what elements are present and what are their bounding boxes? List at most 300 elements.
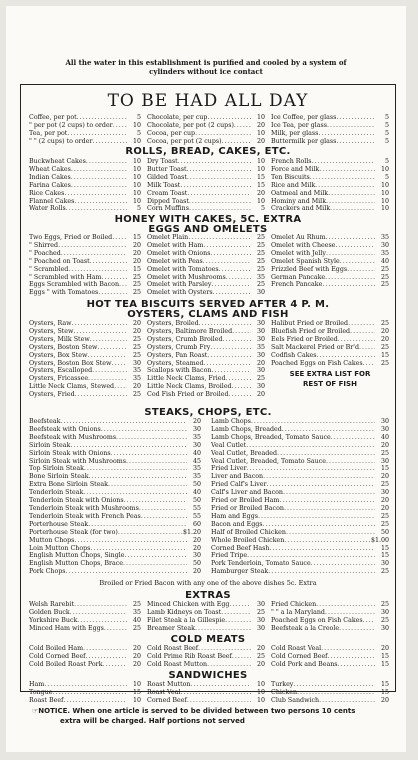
menu-item <box>29 505 201 513</box>
menu-item <box>271 198 389 206</box>
menu-item <box>29 234 141 242</box>
menu-item-price: 20 <box>380 696 389 704</box>
menu-item-name: Oysters, Broiled <box>147 320 199 327</box>
menu-item-price: 25 <box>132 391 141 399</box>
menu-item <box>29 360 141 368</box>
menu-item-price: 25 <box>256 241 265 249</box>
dot-leader <box>88 375 127 383</box>
menu-item <box>29 122 141 130</box>
menu-item-name: Half of Broiled Chicken <box>211 528 286 536</box>
menu-item-price: 25 <box>256 608 265 616</box>
menu-item-name: Chocolate, per pot (2 cups) <box>147 121 234 129</box>
menu-item-price: 20 <box>380 335 389 343</box>
menu-item <box>29 198 141 206</box>
menu-item-name: Omelet with Oysters <box>147 289 213 297</box>
dot-leader <box>70 609 127 617</box>
menu-item <box>271 661 389 669</box>
menu-item-price: 30 <box>380 608 389 616</box>
section-heading-rolls: ROLLS, BREAD, CAKES, ETC. <box>125 146 291 157</box>
menu-item <box>29 320 141 328</box>
dot-leader <box>84 465 187 473</box>
menu-item-name: Tenderloin Steak with French Peas <box>29 512 141 520</box>
menu-item-name: Roast Beef <box>29 696 64 704</box>
menu-item-price: 10 <box>256 696 265 704</box>
sandwiches-col-3 <box>271 681 389 705</box>
dot-leader <box>328 190 375 198</box>
menu-item-price: 5 <box>384 137 389 145</box>
menu-item-price: 5 <box>384 158 389 165</box>
menu-item-name: Porterhouse Steak (for two) <box>29 528 118 536</box>
menu-item-price: 20 <box>192 568 201 576</box>
menu-item <box>211 505 389 513</box>
menu-item-name: Cod Fish Fried or Broiled <box>147 391 229 399</box>
menu-item <box>147 242 265 250</box>
oysters-col-2 <box>147 320 265 399</box>
menu-item-name: " Scrambled <box>29 265 69 273</box>
menu-item-name: Cold Corned Beef <box>29 652 86 660</box>
dot-leader <box>326 198 375 206</box>
menu-item-price: 25 <box>380 343 389 351</box>
dot-leader <box>90 545 187 553</box>
menu-item-price: 25 <box>380 281 389 289</box>
dot-leader <box>319 166 375 174</box>
menu-item-name: Porterhouse Steak <box>29 520 89 528</box>
menu-item-price: 15 <box>380 552 389 560</box>
dot-leader <box>263 473 375 481</box>
menu-item-price: 20 <box>256 660 265 668</box>
menu-item-name: Calf's Liver and Bacon <box>211 489 283 497</box>
rolls-col-1 <box>29 158 141 213</box>
menu-item-price: 30 <box>256 351 265 359</box>
dot-leader <box>363 617 375 625</box>
menu-item-name: Veal Cutlet <box>211 441 247 449</box>
menu-item <box>29 352 141 360</box>
dot-leader <box>52 689 127 697</box>
menu-item-name: Bacon and Eggs <box>211 520 263 528</box>
dot-leader <box>189 205 251 213</box>
dot-leader <box>189 198 251 206</box>
dot-leader <box>232 653 251 661</box>
dot-leader <box>226 274 251 282</box>
menu-item <box>29 617 141 625</box>
menu-item-price: 20 <box>132 645 141 652</box>
menu-item-name: Corn Muffins <box>147 205 189 213</box>
menu-item-name: Sirloin Steak with Mushrooms <box>29 457 126 465</box>
menu-item-price: 30 <box>192 441 201 449</box>
dot-leader <box>44 681 127 689</box>
dot-leader <box>321 645 375 653</box>
cold-col-2 <box>147 645 265 669</box>
menu-item <box>271 609 389 617</box>
menu-item-price: 10 <box>132 158 141 165</box>
menu-item <box>211 473 389 481</box>
menu-item-name: Water Rolls <box>29 205 66 213</box>
menu-item-name: Beefsteak a la Creole <box>271 624 340 632</box>
menu-item <box>29 601 141 609</box>
menu-item-price: 10 <box>256 114 265 121</box>
menu-item-name: Sirloin Steak with Onions <box>29 449 111 457</box>
menu-item-price: 10 <box>256 158 265 165</box>
dot-leader <box>190 681 251 689</box>
menu-item-price: 35 <box>132 608 141 616</box>
menu-item-price: 5 <box>260 205 265 213</box>
menu-item-price: 50 <box>192 497 201 505</box>
menu-item-name: Wheat Cakes <box>29 165 71 173</box>
menu-item-name: Lamb Chops, Breaded <box>211 425 282 433</box>
menu-item <box>211 560 389 568</box>
menu-item <box>147 375 265 383</box>
menu-item <box>147 274 265 282</box>
menu-item <box>147 198 265 206</box>
menu-item-price: 35 <box>192 465 201 473</box>
menu-item-name: Frizzled Beef with Eggs <box>271 265 348 273</box>
menu-item-name: Oysters, Box Stew <box>29 351 88 359</box>
dot-leader <box>187 697 251 705</box>
menu-item-name: Veal Cutlet, Breaded <box>211 449 278 457</box>
menu-item-price: 10 <box>132 165 141 173</box>
menu-item-price: 25 <box>380 601 389 608</box>
menu-item <box>29 697 141 705</box>
menu-item-name: Fried Chicken <box>271 601 317 608</box>
menu-item-price: 20 <box>132 320 141 327</box>
section-heading-steaks: STEAKS, CHOPS, ETC. <box>144 407 272 418</box>
menu-item-price: 25 <box>380 320 389 327</box>
dot-leader <box>187 166 252 174</box>
menu-item <box>271 645 389 653</box>
menu-item-name: Top Sirloin Steak <box>29 465 84 473</box>
menu-item <box>271 617 389 625</box>
menu-item-price: 30 <box>256 320 265 327</box>
dot-leader <box>98 289 127 297</box>
menu-item-price: 25 <box>132 601 141 608</box>
menu-item-price: 10 <box>380 189 389 197</box>
dot-leader <box>207 114 251 122</box>
menu-item-name: English Mutton Chops, Single <box>29 552 125 560</box>
menu-item-price: 40 <box>192 489 201 497</box>
menu-item-price: 10 <box>380 181 389 189</box>
dot-leader <box>283 489 375 497</box>
dot-leader <box>74 198 127 206</box>
menu-item-name: Oysters, Raw <box>29 320 72 327</box>
menu-item-name: Club Sandwich <box>271 696 320 704</box>
menu-item <box>147 205 265 213</box>
dot-leader <box>327 122 375 130</box>
menu-item <box>147 661 265 669</box>
menu-item-name: Oysters, Boston Stew <box>29 343 98 351</box>
menu-item <box>29 182 141 190</box>
menu-item-name: Beefsteak with Onions <box>29 425 101 433</box>
dot-leader <box>111 360 127 368</box>
menu-item-price: 30 <box>192 552 201 560</box>
menu-item-price: 10 <box>256 197 265 205</box>
oysters-col-1 <box>29 320 141 399</box>
menu-item <box>271 336 389 344</box>
dot-leader <box>77 114 127 122</box>
menu-item <box>211 418 389 426</box>
menu-item-name: Oatmeal and Milk <box>271 189 329 197</box>
menu-item-price: 25 <box>256 265 265 273</box>
menu-item <box>271 328 389 336</box>
menu-item-name: Cream Toast <box>147 189 188 197</box>
dot-leader <box>141 513 187 521</box>
menu-item <box>29 458 201 466</box>
section-heading-biscuits: HOT TEA BISCUITS SERVED AFTER 4 P. M. <box>86 299 330 310</box>
menu-item-price: 25 <box>256 281 265 289</box>
menu-item-name: Two Eggs, Fried or Boiled <box>29 234 113 241</box>
menu-item <box>147 250 265 258</box>
menu-item-name: Extra Bone Sirloin Steak <box>29 481 109 489</box>
menu-item-price: 20 <box>132 249 141 257</box>
menu-item-price: 10 <box>132 173 141 181</box>
menu-item-price: 25 <box>256 375 265 383</box>
dot-leader <box>211 367 251 375</box>
menu-item <box>147 344 265 352</box>
menu-item <box>211 458 389 466</box>
dot-leader <box>325 274 375 282</box>
menu-item <box>147 122 265 130</box>
menu-item-price: 30 <box>256 335 265 343</box>
menu-item <box>271 689 389 697</box>
menu-item-price: 10 <box>132 197 141 205</box>
menu-item-name: Veal Cutlet, Breaded, Tomato Sauce <box>211 457 326 465</box>
menu-item-name: Dry Toast <box>147 158 178 165</box>
menu-item-price: 20 <box>380 473 389 481</box>
dot-leader <box>267 481 375 489</box>
dot-leader <box>347 266 375 274</box>
dot-leader <box>74 601 127 609</box>
menu-item-price: 15 <box>380 652 389 660</box>
menu-item <box>271 266 389 274</box>
menu-item <box>271 360 389 368</box>
menu-item-price: 20 <box>192 418 201 425</box>
menu-item-price: 25 <box>256 652 265 660</box>
menu-item <box>29 274 141 282</box>
menu-item-name: Welsh Rarebit <box>29 601 74 608</box>
menu-item-name: Eels Fried or Broiled <box>271 335 338 343</box>
eggs-col-1 <box>29 234 141 297</box>
menu-item-name: Minced Chicken with Egg <box>147 601 230 608</box>
dot-leader <box>207 661 251 669</box>
menu-item-price: 30 <box>256 624 265 632</box>
menu-item-price: 40 <box>380 257 389 265</box>
dot-leader <box>102 274 128 282</box>
menu-item-name: Scallops with Bacon <box>147 367 212 375</box>
dot-leader <box>331 434 375 442</box>
menu-item <box>29 383 141 391</box>
menu-item <box>147 289 265 297</box>
dot-leader <box>63 697 127 705</box>
menu-item <box>29 114 141 122</box>
dot-leader <box>359 344 375 352</box>
dot-leader <box>247 465 375 473</box>
rolls-col-3 <box>271 158 389 213</box>
menu-item-name: Omelet Plain <box>147 234 189 241</box>
menu-item-price: 5 <box>136 205 141 213</box>
dot-leader <box>213 289 251 297</box>
steaks-col-2 <box>211 418 389 576</box>
dot-leader <box>66 568 187 576</box>
menu-item-price: 5 <box>384 129 389 137</box>
dot-leader <box>203 242 251 250</box>
menu-item-price: 20 <box>256 121 265 129</box>
menu-item <box>147 174 265 182</box>
menu-item <box>29 545 201 553</box>
menu-item-name: Beefsteak with Mushrooms <box>29 433 117 441</box>
menu-item <box>29 537 201 545</box>
extra-fish-note-line: REST OF FISH <box>303 380 357 388</box>
section-heading-cold: COLD MEATS <box>170 634 246 645</box>
menu-item-price: 5 <box>384 114 389 121</box>
menu-item-name: Corned Beef Hash <box>211 544 270 552</box>
menu-item <box>29 521 201 529</box>
menu-item <box>147 352 265 360</box>
dot-leader <box>139 505 187 513</box>
menu-item <box>211 537 389 545</box>
menu-item <box>271 352 389 360</box>
menu-item-name: Little Neck Clams, Stewed <box>29 383 115 391</box>
menu-item-price: 20 <box>256 391 265 399</box>
menu-item-price: 20 <box>132 652 141 660</box>
menu-item-name: Milk Toast <box>147 181 181 189</box>
menu-item-name: Bone Sirloin Steak <box>29 473 89 481</box>
menu-item-price: 35 <box>192 473 201 481</box>
menu-item-price: 25 <box>132 624 141 632</box>
menu-item-name: Rice and Milk <box>271 181 316 189</box>
menu-item-name: Chocolate, per cup <box>147 114 208 121</box>
menu-item-name: Hamburger Steak <box>211 568 269 576</box>
dot-leader <box>336 114 375 122</box>
dot-leader <box>269 545 375 553</box>
menu-item-name: Golden Buck <box>29 608 70 616</box>
menu-item <box>211 521 389 529</box>
menu-item <box>211 450 389 458</box>
dot-leader <box>326 234 375 242</box>
menu-item <box>29 653 141 661</box>
menu-item-name: Oysters, Baltimore Broiled <box>147 327 233 335</box>
dot-leader <box>103 661 127 669</box>
dot-leader <box>97 344 127 352</box>
menu-item-price: 5 <box>136 129 141 137</box>
menu-item <box>271 274 389 282</box>
section-heading-eggs: EGGS AND OMELETS <box>148 224 268 235</box>
menu-item-name: Farina Cakes <box>29 181 71 189</box>
menu-item <box>211 481 389 489</box>
menu-item-price: $1.20 <box>182 528 201 536</box>
menu-item-name: Little Neck Clams, Fried <box>147 375 226 383</box>
menu-item <box>211 529 389 537</box>
menu-item-price: 20 <box>256 189 265 197</box>
menu-item-name: Oysters, Crumb Fry <box>147 343 211 351</box>
dot-leader <box>316 352 375 360</box>
menu-item <box>271 625 389 633</box>
menu-item-price: 20 <box>256 359 265 367</box>
menu-item-name: Omelet Spanish Style <box>271 257 340 265</box>
menu-item-name: Buckwheat Cakes <box>29 158 86 165</box>
menu-item <box>147 625 265 633</box>
menu-item-name: Ten Biscuits <box>271 173 310 181</box>
menu-item <box>147 234 265 242</box>
menu-item-price: 40 <box>192 449 201 457</box>
menu-item <box>29 529 201 537</box>
menu-item-price: 25 <box>380 265 389 273</box>
menu-item-price: 15 <box>256 173 265 181</box>
menu-item-name: Cold Prime Rib Roast Beef <box>147 652 232 660</box>
menu-item <box>147 367 265 375</box>
dot-leader <box>210 250 251 258</box>
menu-item-name: Pork Chops <box>29 568 66 576</box>
menu-item-name: Eggs " with Tomatoes <box>29 289 99 297</box>
dot-leader <box>58 242 127 250</box>
menu-item <box>29 367 141 375</box>
menu-item-name: " Shirred <box>29 241 59 249</box>
dot-leader <box>112 234 127 242</box>
menu-item-price: 30 <box>256 383 265 391</box>
menu-item-name: Flannel Cakes <box>29 197 75 205</box>
menu-item-name: Omelet Au Rhum <box>271 234 326 241</box>
menu-item-name: Butter Toast <box>147 165 187 173</box>
menu-item-name: Omelet with Mushrooms <box>147 273 226 281</box>
dot-leader <box>181 689 251 697</box>
menu-item <box>271 114 389 122</box>
sandwiches-col-2 <box>147 681 265 705</box>
water-notice <box>6 58 406 76</box>
menu-item <box>271 258 389 266</box>
menu-item-price: 10 <box>132 681 141 688</box>
dot-leader <box>312 158 375 166</box>
menu-item-name: Buttermilk per glass <box>271 137 337 145</box>
menu-item-name: " Poached <box>29 249 61 257</box>
dot-leader <box>348 320 375 328</box>
menu-item <box>29 190 141 198</box>
dot-leader <box>64 190 127 198</box>
menu-item-name: Milk, per glass <box>271 129 319 137</box>
menu-item-name: Cold Roast Beef <box>147 645 199 652</box>
dot-leader <box>88 521 187 529</box>
dot-leader <box>92 138 127 146</box>
menu-item <box>29 281 141 289</box>
menu-item-price: 35 <box>380 249 389 257</box>
dot-leader <box>258 513 375 521</box>
dot-leader <box>210 344 251 352</box>
menu-item-name: Loin Mutton Chops <box>29 544 91 552</box>
water-notice-line: All the water in this establishment is purified and cooled by a system of <box>65 58 347 67</box>
dot-leader <box>211 281 251 289</box>
dot-leader <box>229 601 251 609</box>
menu-item-name: Oysters, Fried <box>29 391 75 399</box>
menu-item-name: Fried Liver <box>211 465 247 473</box>
dot-leader <box>104 625 127 633</box>
dot-leader <box>114 383 127 391</box>
menu-item-price: 10 <box>132 121 141 129</box>
section-heading-sandwiches: SANDWICHES <box>168 670 248 681</box>
menu-item <box>211 552 389 560</box>
menu-item-name: Omelet with Ham <box>147 241 204 249</box>
menu-item <box>29 434 201 442</box>
menu-item-price: 25 <box>380 520 389 528</box>
menu-item <box>29 450 201 458</box>
menu-item-price: 55 <box>192 504 201 512</box>
menu-item-name: Cold Roast Veal <box>271 645 322 652</box>
section-heading-oysters: OYSTERS, CLAMS AND FISH <box>127 309 289 320</box>
menu-item <box>29 442 201 450</box>
menu-item <box>147 617 265 625</box>
menu-item <box>29 481 201 489</box>
dot-leader <box>204 360 251 368</box>
menu-item-price: 5 <box>384 173 389 181</box>
menu-item-price: 5 <box>136 114 141 121</box>
dot-leader <box>282 426 375 434</box>
menu-item-name: Turkey <box>271 681 294 688</box>
